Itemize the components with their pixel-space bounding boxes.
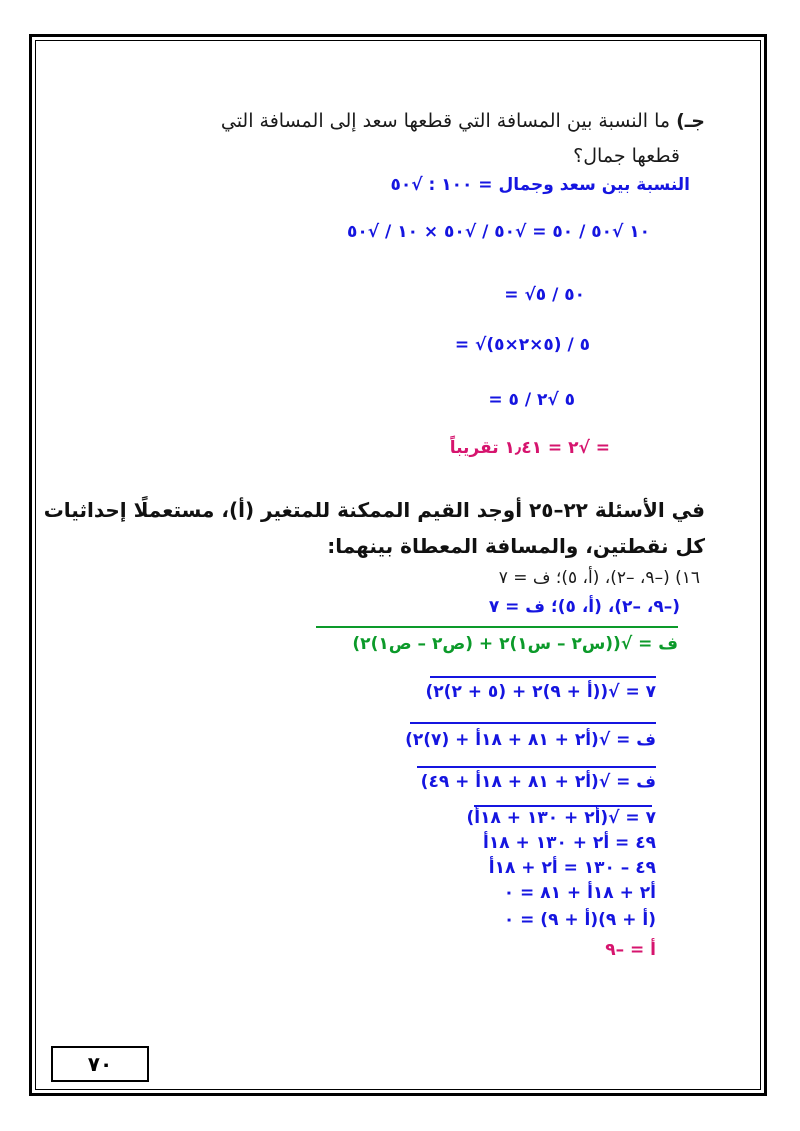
- problem-16-distance-formula: ف = √((س٢ – س١)٢ + (ص٢ – ص١)٢): [352, 634, 678, 654]
- page-number-box: [51, 1046, 149, 1082]
- problem-16-step-4: ف = √(أ٢ + ٨١ + ١٨أ + (٧)٢): [405, 730, 656, 750]
- section-instruction-line1: في الأسئلة ٢٢–٢٥ أوجد القيم الممكنة للمتغير (أ)، مستعملًا إحداثيات: [43, 498, 705, 522]
- radical-bar-4: [474, 805, 652, 807]
- solution-c-step-1: النسبة بين سعد وجمال = ١٠٠ : √٥٠: [390, 175, 690, 195]
- radical-bar-3: [417, 766, 656, 768]
- problem-16-statement: ١٦) (–٩، –٢)، (أ، ٥)؛ ف = ٧: [498, 568, 700, 588]
- solution-c-step-4: = √(٥×٢×٥) / ٥: [454, 335, 590, 355]
- page-number: ٧٠: [87, 1052, 113, 1076]
- problem-16-answer: أ = –٩: [605, 940, 656, 960]
- problem-16-step-6: ٧ = √(أ٢ + ١٣٠ + ١٨أ): [466, 808, 656, 828]
- problem-16-step-5: ف = √(أ٢ + ٨١ + ١٨أ + ٤٩): [420, 772, 656, 792]
- solution-c-step-3: = √٥٠ / ٥: [504, 285, 585, 305]
- radical-bar-1: [430, 676, 656, 678]
- part-c-label: جـ): [676, 110, 705, 132]
- problem-16-step-7: ٤٩ = أ٢ + ١٣٠ + ١٨أ: [483, 833, 656, 853]
- problem-16-step-9: أ٢ + ١٨أ + ٨١ = ٠: [503, 883, 656, 903]
- radical-bar-green: [316, 626, 678, 628]
- radical-bar-2: [410, 722, 656, 724]
- solution-c-step-2: ١٠ √٥٠ / ٥٠ = √٥٠ / √٥٠ × ١٠ / √٥٠: [347, 222, 650, 242]
- problem-16-step-8: ٤٩ – ١٣٠ = أ٢ + ١٨أ: [488, 858, 656, 878]
- part-c-question-line1: جـ) ما النسبة بين المسافة التي قطعها سعد إلى المسافة التي: [220, 110, 705, 132]
- solution-c-result: = √٢ = ١٫٤١ تقريباً: [449, 438, 610, 458]
- problem-16-step-1: (–٩، –٢)، (أ، ٥)؛ ف = ٧: [488, 597, 680, 617]
- solution-c-step-5: = ٥ √٢ / ٥: [488, 390, 575, 410]
- section-instruction-line2: كل نقطتين، والمسافة المعطاة بينهما:: [327, 534, 705, 558]
- page-inner-border: [35, 40, 761, 1090]
- part-c-question-line2: قطعها جمال؟: [573, 145, 680, 167]
- problem-16-step-3: ٧ = √((أ + ٩)٢ + (٥ + ٢)٢): [425, 682, 656, 702]
- problem-16-step-10: (أ + ٩)(أ + ٩) = ٠: [503, 910, 656, 930]
